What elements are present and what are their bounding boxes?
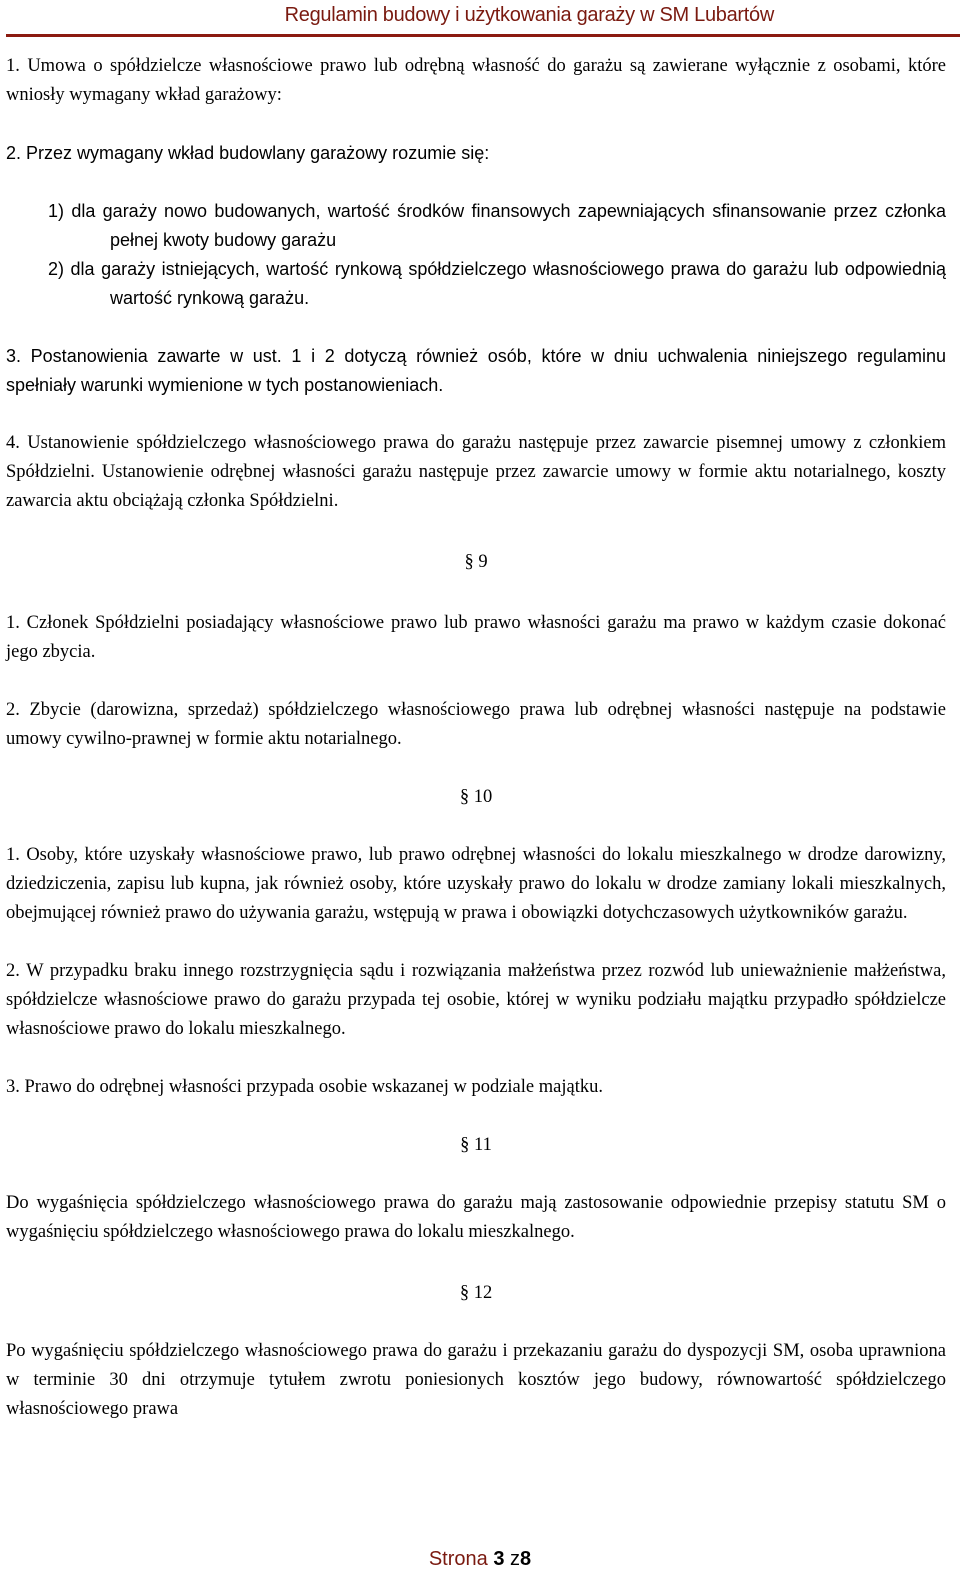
section-11-heading: § 11 bbox=[460, 1135, 492, 1155]
footer-page-number: 3 bbox=[493, 1548, 505, 1570]
header-title: Regulamin budowy i użytkowania garaży w SM Lubartów bbox=[284, 4, 774, 26]
footer-z: z bbox=[510, 1548, 521, 1570]
section-10-paragraph-2: 2. W przypadku braku innego rozstrzygnięcia sądu i rozwiązania małżeństwa przez rozwód lub unieważnienie małżeństwa, spółdzielcze własnościowe prawo do garażu przypada tej osobie, której w wyniku podziału majątku przypadło spółdzielcze własnościowe prawo do lokalu mieszkalnego. bbox=[6, 961, 946, 1039]
section-12-heading: § 12 bbox=[459, 1283, 493, 1303]
section-10-paragraph-1: 1. Osoby, które uzyskały własnościowe prawo, lub prawo odrębnej własności do lokalu mieszkalnego w drodze darowizny, dziedziczenia, zapisu lub kupna, jak również osoby, które uzyskały prawo do lokalu w drodze zamiany lokali mieszkalnych, obejmującej również prawo do używania garażu, wstępują w prawa i obowiązki dotychczasowych użytkowników garażu. bbox=[6, 845, 946, 923]
section-10-paragraph-3: 3. Prawo do odrębnej własności przypada osobie wskazanej w podziale majątku. bbox=[6, 1077, 603, 1097]
paragraph-2: 2. Przez wymagany wkład budowlany garażowy rozumie się: bbox=[6, 143, 490, 163]
section-9-heading: § 9 bbox=[464, 552, 488, 572]
footer-total-pages: 8 bbox=[520, 1548, 532, 1570]
footer-strona: Strona bbox=[428, 1548, 488, 1570]
section-9-paragraph-1: 1. Członek Spółdzielni posiadający własnościowe prawo lub prawo własności garażu ma prawo w każdym czasie dokonać jego zbycia. bbox=[6, 613, 946, 662]
paragraph-2-item-2: 2) dla garaży istniejących, wartość rynkową spółdzielczego własnościowego prawa do garażu lub odpowiednią wartość rynkową garażu. bbox=[48, 259, 946, 308]
paragraph-3: 3. Postanowienia zawarte w ust. 1 i 2 dotyczą również osób, które w dniu uchwalenia niniejszego regulaminu spełniały warunki wymienione w tych postanowieniach. bbox=[6, 346, 946, 395]
paragraph-4: 4. Ustanowienie spółdzielczego własnościowego prawa do garażu następuje przez zawarcie pisemnej umowy z członkiem Spółdzielni. Ustanowienie odrębnej własności garażu następuje przez zawarcie umowy w formie aktu notarialnego, koszty zawarcia aktu obciążają członka Spółdzielni. bbox=[6, 433, 946, 511]
section-11-paragraph-1: Do wygaśnięcia spółdzielczego własnościowego prawa do garażu mają zastosowanie odpowiednie przepisy statutu SM o wygaśnięciu spółdzielczego własnościowego prawa do lokalu mieszkalnego. bbox=[6, 1193, 946, 1242]
section-12-paragraph-1: Po wygaśnięciu spółdzielczego własnościowego prawa do garażu i przekazaniu garażu do dyspozycji SM, osoba uprawniona w terminie 30 dni otrzymuje tytułem zwrotu poniesionych kosztów jego budowy, równowartość spółdzielczego własnościowego prawa bbox=[6, 1341, 946, 1419]
paragraph-2-item-1: 1) dla garaży nowo budowanych, wartość środków finansowych zapewniających sfinansowanie przez członka pełnej kwoty budowy garażu bbox=[48, 201, 946, 250]
page-footer bbox=[0, 1548, 960, 1571]
section-10-heading: § 10 bbox=[459, 787, 493, 807]
section-9-paragraph-2: 2. Zbycie (darowizna, sprzedaż) spółdzielczego własnościowego prawa lub odrębnej własności następuje na podstawie umowy cywilno-prawnej w formie aktu notarialnego. bbox=[6, 700, 946, 749]
document-body bbox=[6, 52, 946, 1424]
header-rule bbox=[6, 34, 960, 37]
paragraph-1: 1. Umowa o spółdzielcze własnościowe prawo lub odrębną własność do garażu są zawierane wyłącznie z osobami, które wniosły wymagany wkład garażowy: bbox=[6, 56, 946, 105]
